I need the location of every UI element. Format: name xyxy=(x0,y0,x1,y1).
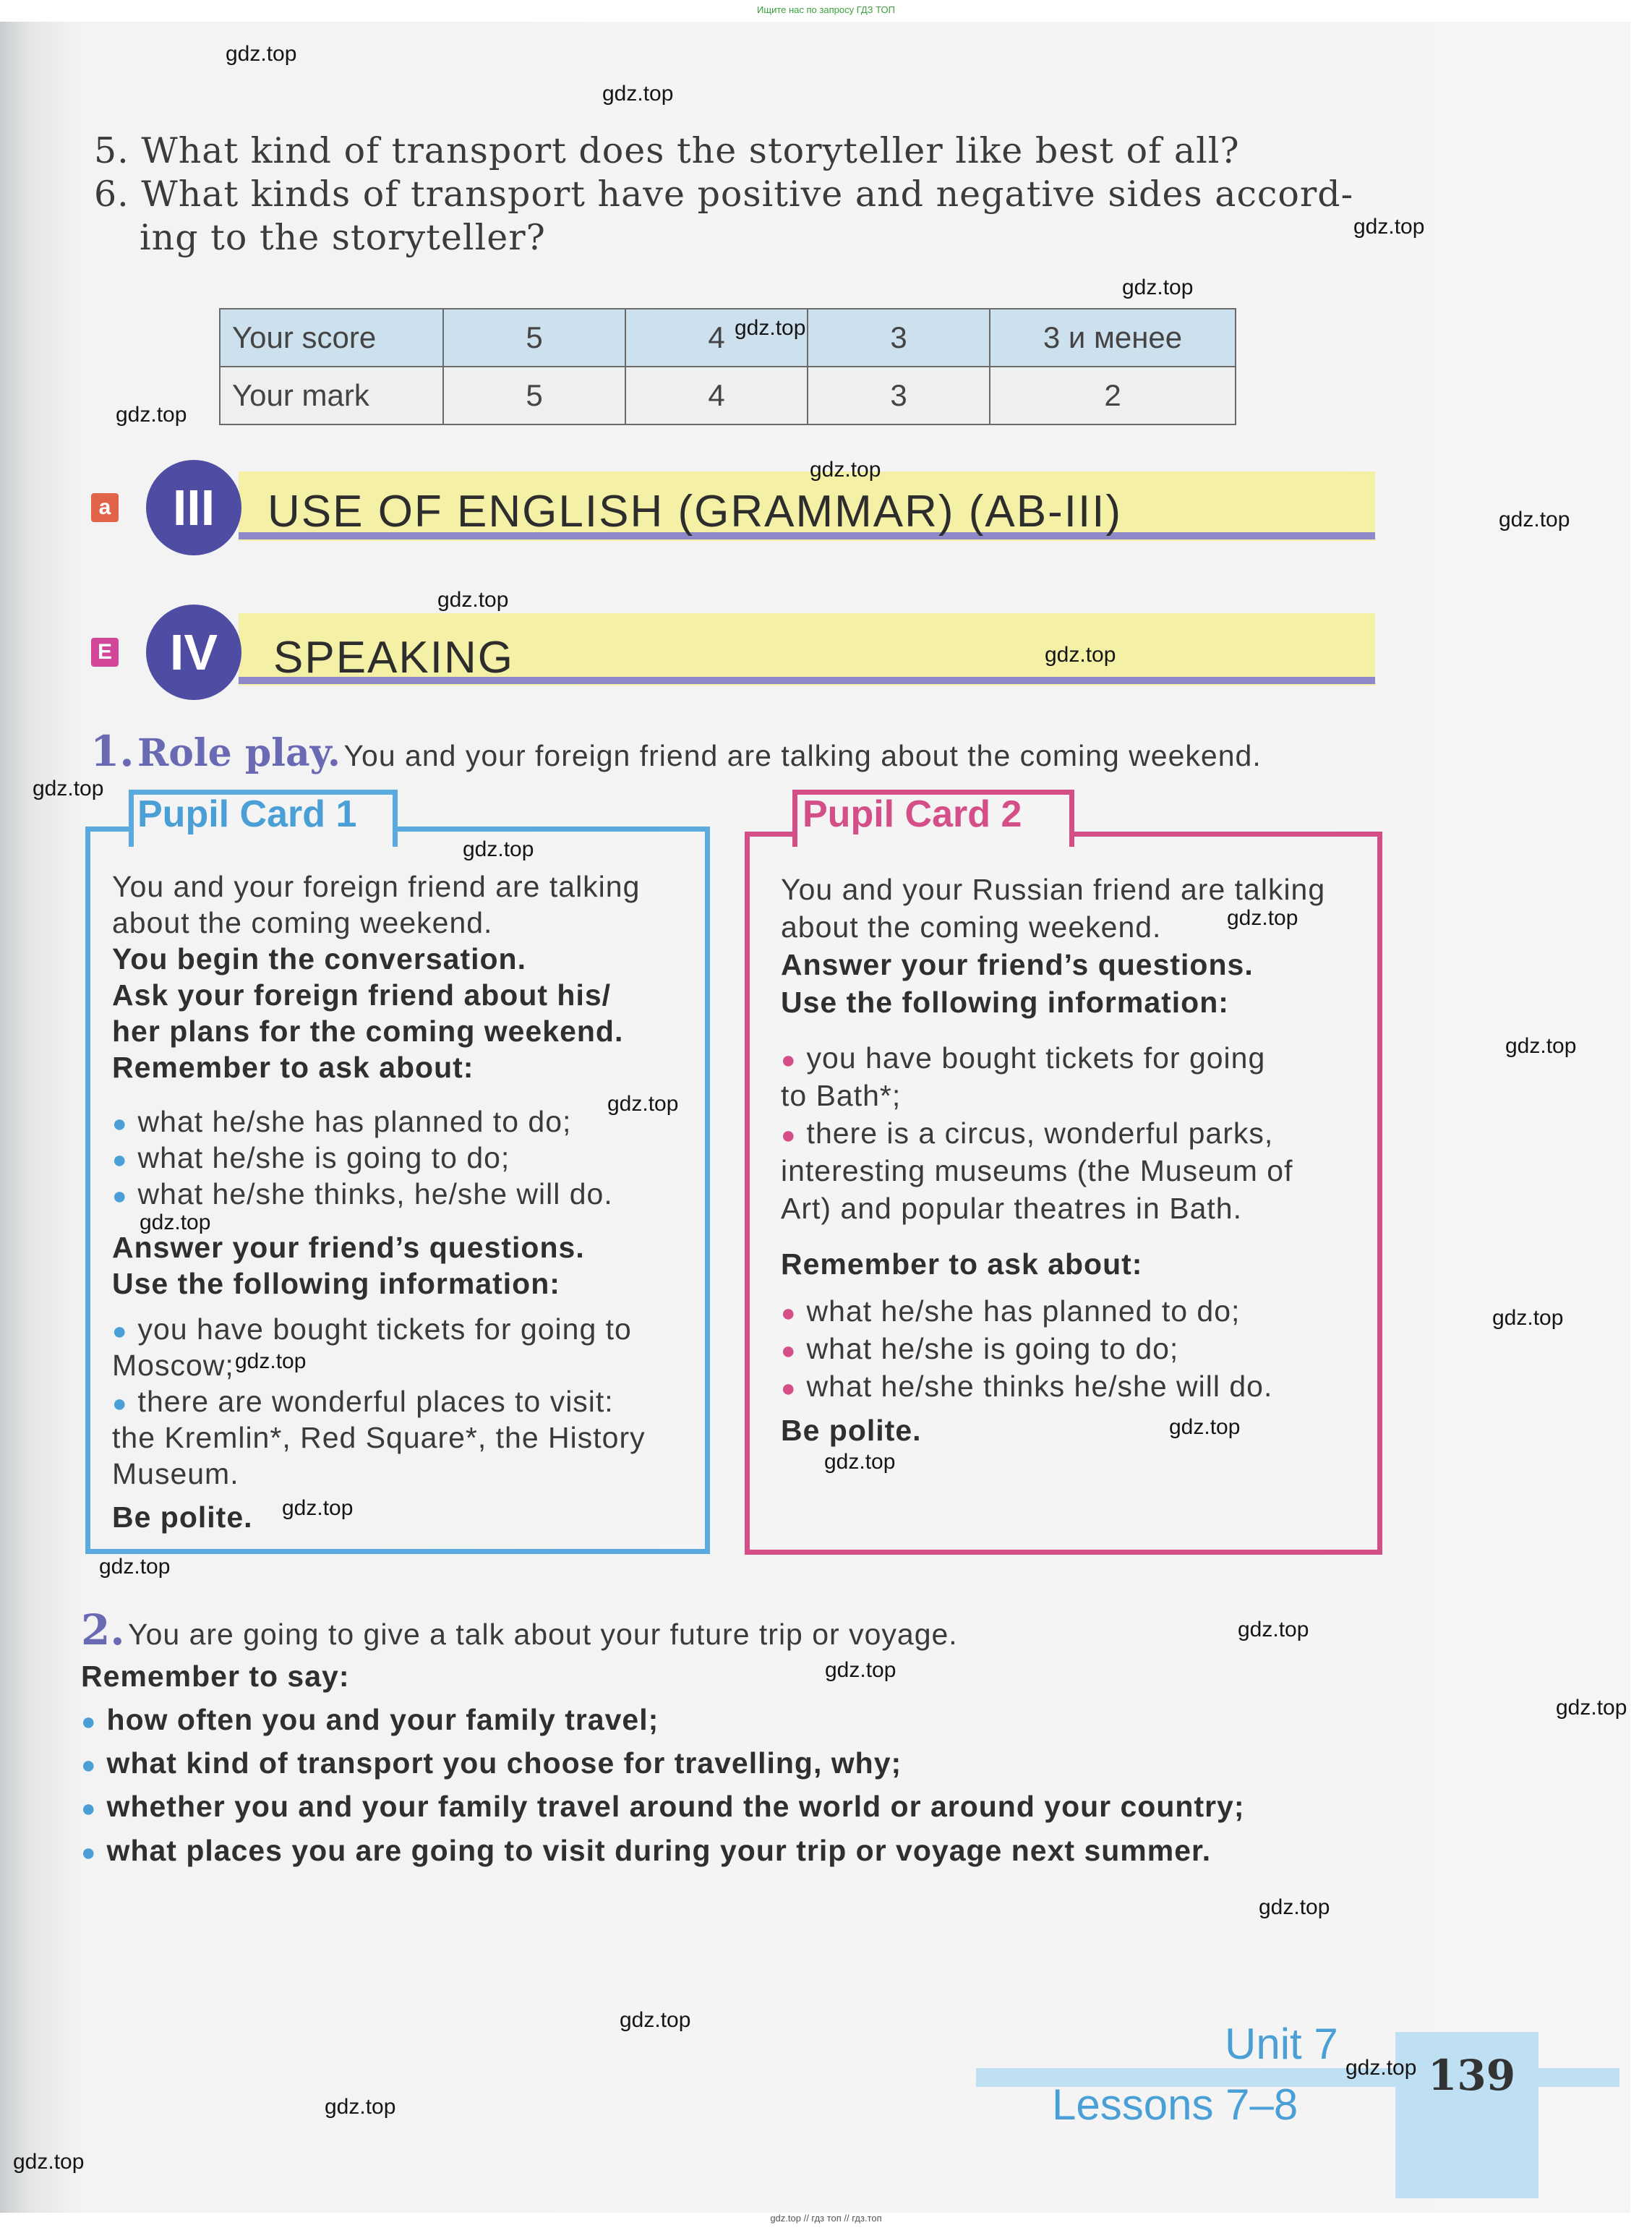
card-text-bold: Remember to ask about: xyxy=(112,1051,474,1084)
table-cell: 3 xyxy=(808,309,990,367)
list-item-text: how often you and your family travel; xyxy=(106,1703,659,1736)
card-text: interesting museums (the Museum of xyxy=(781,1154,1293,1187)
table-row xyxy=(220,309,1236,367)
list-item xyxy=(781,1041,1265,1075)
watermark: gdz.top xyxy=(1169,1415,1241,1439)
card-text: the Kremlin*, Red Square*, the History xyxy=(112,1421,646,1454)
list-item-text: you have bought tickets for going to xyxy=(137,1312,632,1346)
card-text: You and your Russian friend are talking xyxy=(781,873,1326,906)
watermark: gdz.top xyxy=(810,458,881,482)
watermark: gdz.top xyxy=(437,588,509,612)
list-item xyxy=(81,1834,1211,1868)
list-item xyxy=(112,1177,613,1211)
watermark: gdz.top xyxy=(1045,643,1116,667)
list-item xyxy=(781,1370,1272,1404)
question-5: 5. What kind of transport does the storyteller like best of all? xyxy=(94,130,1240,171)
task-number: 1. xyxy=(90,727,134,776)
card-text-bold: You begin the conversation. xyxy=(112,942,526,975)
card-title: Pupil Card 1 xyxy=(137,793,357,835)
table-cell: 3 и менее xyxy=(990,309,1236,367)
list-item xyxy=(81,1703,659,1737)
watermark: gdz.top xyxy=(140,1211,211,1234)
list-item xyxy=(81,1746,902,1780)
bullet-icon: ● xyxy=(781,1337,797,1365)
table-cell: 3 xyxy=(808,367,990,424)
watermark: gdz.top xyxy=(13,2150,85,2174)
section-numeral: III xyxy=(146,460,241,555)
card-text-bold: Answer your friend’s questions. xyxy=(781,948,1254,981)
list-item-text: what he/she is going to do; xyxy=(806,1332,1179,1365)
task-text: You are going to give a talk about your future trip or voyage. xyxy=(128,1618,958,1651)
watermark: gdz.top xyxy=(99,1555,171,1579)
task-1 xyxy=(90,727,1262,776)
bullet-icon: ● xyxy=(81,1795,97,1822)
be-polite: Be polite. xyxy=(112,1500,253,1534)
table-cell: Your mark xyxy=(220,367,443,424)
watermark: gdz.top xyxy=(1353,215,1425,239)
card-text-bold: her plans for the coming weekend. xyxy=(112,1015,624,1048)
list-item-text: what he/she thinks, he/she will do. xyxy=(137,1177,613,1211)
watermark: gdz.top xyxy=(1556,1696,1627,1720)
list-item-text: what he/she is going to do; xyxy=(137,1141,510,1174)
score-table xyxy=(219,308,1236,425)
table-cell: 5 xyxy=(443,309,625,367)
watermark: gdz.top xyxy=(116,403,187,427)
bullet-icon: ● xyxy=(81,1839,97,1866)
bullet-icon: ● xyxy=(81,1708,97,1735)
list-item-text: what he/she has planned to do; xyxy=(137,1105,572,1138)
watermark: gdz.top xyxy=(620,2008,691,2032)
header-note: Ищите нас по запросу ГДЗ ТОП xyxy=(757,4,895,15)
watermark: gdz.top xyxy=(1492,1306,1564,1330)
table-cell: 4 xyxy=(625,367,808,424)
list-item-text: whether you and your family travel around the world or around your country; xyxy=(106,1790,1245,1823)
section-numeral: IV xyxy=(146,605,241,700)
task-heading: Role play. xyxy=(137,731,341,775)
task-number: 2. xyxy=(81,1605,125,1655)
page-number: 139 xyxy=(1428,2051,1516,2100)
section-title: SPEAKING xyxy=(273,633,514,683)
unit-label: Unit 7 xyxy=(1225,2020,1338,2068)
bullet-icon: ● xyxy=(781,1122,797,1149)
lessons-label: Lessons 7–8 xyxy=(1052,2080,1298,2129)
watermark: gdz.top xyxy=(33,777,104,800)
list-item-text: there are wonderful places to visit: xyxy=(137,1385,614,1418)
remember-to-say: Remember to say: xyxy=(81,1660,350,1693)
watermark: gdz.top xyxy=(235,1349,307,1373)
bullet-icon: ● xyxy=(781,1299,797,1327)
watermark: gdz.top xyxy=(226,42,297,66)
list-item xyxy=(81,1790,1245,1824)
card-text-bold: Answer your friend’s questions. xyxy=(112,1231,585,1264)
section-title: USE OF ENGLISH (GRAMMAR) (AB-III) xyxy=(268,487,1123,537)
table-row xyxy=(220,367,1236,424)
watermark: gdz.top xyxy=(607,1092,679,1116)
card-text: about the coming weekend. xyxy=(781,910,1162,944)
be-polite: Be polite. xyxy=(781,1414,922,1447)
speaking-icon: E xyxy=(91,638,119,667)
watermark: gdz.top xyxy=(1259,1895,1330,1919)
table-cell: 2 xyxy=(990,367,1236,424)
watermark: gdz.top xyxy=(1345,2056,1417,2080)
task-2 xyxy=(81,1605,958,1655)
bullet-icon: ● xyxy=(112,1390,128,1417)
watermark: gdz.top xyxy=(1238,1618,1309,1641)
watermark: gdz.top xyxy=(824,1450,896,1474)
card-text: Moscow; xyxy=(112,1349,234,1382)
task-text: You and your foreign friend are talking about the coming weekend. xyxy=(343,739,1262,772)
card-text: about the coming weekend. xyxy=(112,906,493,939)
list-item-text: you have bought tickets for going xyxy=(806,1041,1266,1075)
list-item xyxy=(112,1105,571,1139)
list-item xyxy=(781,1332,1178,1366)
card-text: Museum. xyxy=(112,1457,239,1490)
card-title: Pupil Card 2 xyxy=(803,793,1022,835)
watermark: gdz.top xyxy=(325,2095,396,2119)
list-item-text: there is a circus, wonderful parks, xyxy=(806,1116,1274,1150)
watermark: gdz.top xyxy=(1227,906,1298,930)
watermark: gdz.top xyxy=(825,1658,896,1682)
watermark: gdz.top xyxy=(282,1496,354,1520)
watermark: gdz.top xyxy=(1122,276,1194,299)
question-6: 6. What kinds of transport have positive and negative sides accord- xyxy=(94,174,1354,215)
question-6-continued: ing to the storyteller? xyxy=(140,217,546,258)
list-item-text: what he/she has planned to do; xyxy=(806,1294,1241,1328)
card-text: Art) and popular theatres in Bath. xyxy=(781,1192,1242,1225)
bullet-icon: ● xyxy=(112,1318,128,1345)
table-cell: 4 xyxy=(625,309,808,367)
card-text-bold: Use the following information: xyxy=(781,986,1229,1019)
bullet-icon: ● xyxy=(112,1146,128,1174)
card-text: to Bath*; xyxy=(781,1079,902,1112)
list-item-text: what he/she thinks he/she will do. xyxy=(806,1370,1273,1403)
watermark: gdz.top xyxy=(1505,1034,1577,1058)
list-item xyxy=(781,1294,1240,1328)
list-item xyxy=(112,1312,632,1346)
list-item xyxy=(112,1141,510,1175)
watermark: gdz.top xyxy=(463,837,534,861)
bullet-icon: ● xyxy=(781,1375,797,1402)
watermark: gdz.top xyxy=(1499,508,1570,531)
list-item-text: what kind of transport you choose for travelling, why; xyxy=(106,1746,902,1780)
table-cell: Your score xyxy=(220,309,443,367)
list-item xyxy=(781,1116,1273,1150)
card-text-bold: Ask your foreign friend about his/ xyxy=(112,978,612,1012)
bullet-icon: ● xyxy=(112,1182,128,1210)
card-text: You and your foreign friend are talking xyxy=(112,870,641,903)
list-item xyxy=(112,1385,614,1419)
bullet-icon: ● xyxy=(81,1751,97,1779)
table-cell: 5 xyxy=(443,367,625,424)
watermark: gdz.top xyxy=(735,316,806,340)
bullet-icon: ● xyxy=(112,1110,128,1137)
watermark: gdz.top xyxy=(602,82,674,106)
bullet-icon: ● xyxy=(781,1046,797,1074)
grammar-icon: a xyxy=(91,493,119,522)
list-item-text: what places you are going to visit during your trip or voyage next summer. xyxy=(106,1834,1212,1867)
card-text-bold: Remember to ask about: xyxy=(781,1247,1143,1281)
card-text-bold: Use the following information: xyxy=(112,1267,560,1300)
footer-note: gdz.top // гдз топ // гдз.топ xyxy=(770,2213,882,2224)
